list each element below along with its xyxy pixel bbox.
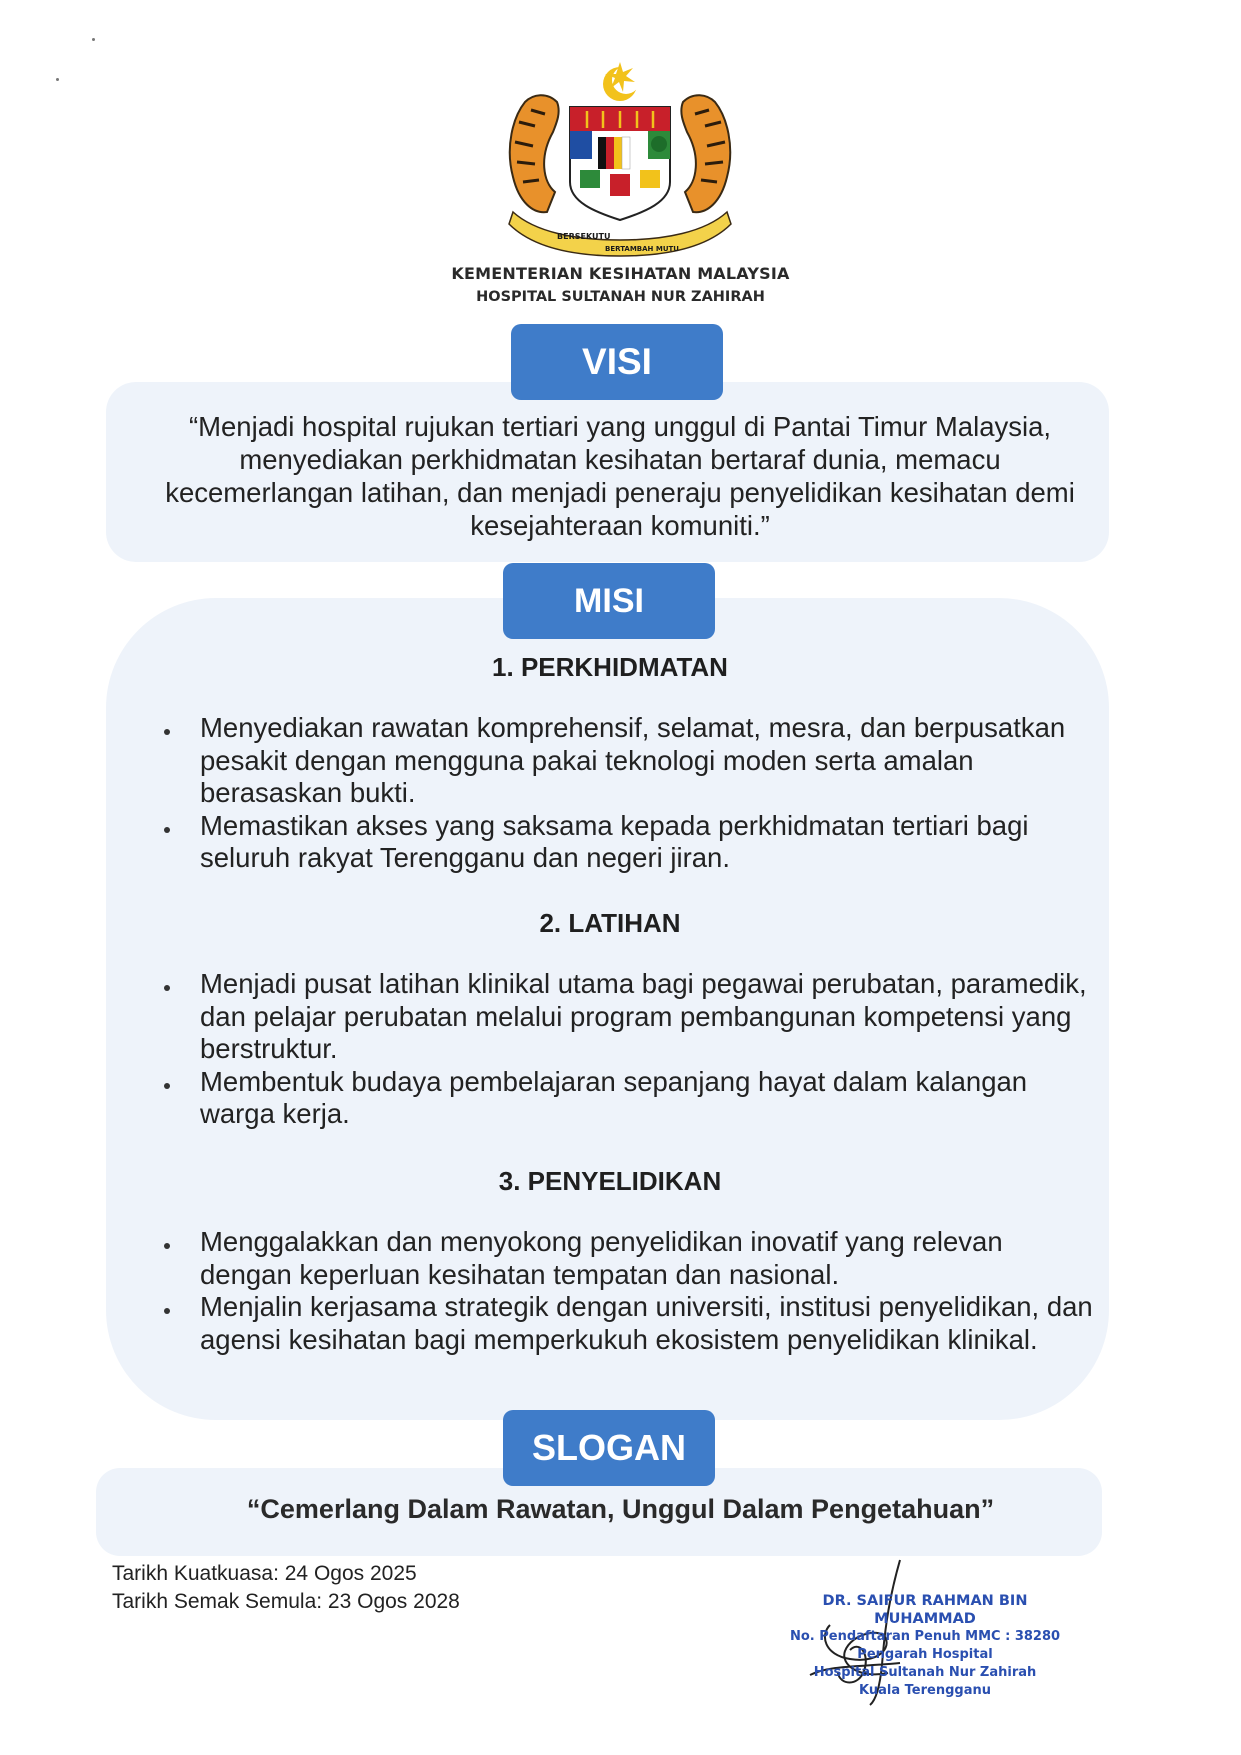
- list-item: Menyediakan rawatan komprehensif, selamat, mesra, dan berpusatkan pesakit dengan mengguna pakai teknologi moden serta amalan berasaskan bukti.: [160, 712, 1100, 810]
- signatory-location: Kuala Terengganu: [859, 1683, 991, 1698]
- review-date: Tarikh Semak Semula: 23 Ogos 2028: [112, 1590, 460, 1613]
- scan-speck: [56, 78, 59, 81]
- signatory-title: Pengarah Hospital: [857, 1647, 993, 1662]
- ministry-name: KEMENTERIAN KESIHATAN MALAYSIA: [451, 264, 790, 283]
- misi-heading: MISI: [503, 563, 715, 639]
- effective-date: Tarikh Kuatkuasa: 24 Ogos 2025: [112, 1562, 417, 1585]
- signatory-registration: No. Pendaftaran Penuh MMC : 38280: [789, 1629, 1061, 1644]
- visi-heading: VISI: [511, 324, 723, 400]
- scan-speck: [92, 38, 95, 41]
- section-title-perkhidmatan: 1. PERKHIDMATAN: [492, 652, 728, 682]
- list-item: Menggalakkan dan menyokong penyelidikan inovatif yang relevan dengan keperluan kesihatan tempatan dan nasional.: [160, 1226, 1100, 1291]
- crest-motto-right: BERTAMBAH MUTU: [605, 245, 679, 253]
- section-title-latihan: 2. LATIHAN: [539, 908, 681, 938]
- crest-motto-left: BERSEKUTU: [557, 232, 611, 241]
- visi-line: “Menjadi hospital rujukan tertiari yang unggul di Pantai Timur Malaysia,: [188, 411, 1052, 442]
- section-title-penyelidikan: 3. PENYELIDIKAN: [498, 1166, 722, 1196]
- list-item: Menjalin kerjasama strategik dengan universiti, institusi penyelidikan, dan agensi kesihatan bagi memperkukuh ekosistem penyelidikan klinikal.: [160, 1291, 1100, 1356]
- list-item: Menjadi pusat latihan klinikal utama bagi pegawai perubatan, paramedik, dan pelajar perubatan melalui program pembangunan kompetensi yang berstruktur.: [160, 968, 1100, 1066]
- visi-line: kecemerlangan latihan, dan menjadi peneraju penyelidikan kesihatan demi: [165, 477, 1075, 508]
- slogan-text: “Cemerlang Dalam Rawatan, Unggul Dalam Pengetahuan”: [246, 1494, 995, 1524]
- signature-block: [770, 1592, 1080, 1700]
- document-dates: [112, 1560, 460, 1616]
- signatory-name: DR. SAIFUR RAHMAN BIN MUHAMMAD: [822, 1593, 1028, 1627]
- perkhidmatan-list: [160, 712, 1100, 875]
- list-item: Memastikan akses yang saksama kepada perkhidmatan tertiari bagi seluruh rakyat Terengganu dan negeri jiran.: [160, 810, 1100, 875]
- latihan-list: [160, 968, 1100, 1131]
- visi-line: menyediakan perkhidmatan kesihatan bertaraf dunia, memacu: [239, 444, 1001, 475]
- penyelidikan-list: [160, 1226, 1100, 1356]
- signatory-institution: Hospital Sultanah Nur Zahirah: [813, 1665, 1037, 1680]
- hospital-name: HOSPITAL SULTANAH NUR ZAHIRAH: [476, 289, 765, 305]
- visi-line: kesejahteraan komuniti.”: [470, 510, 770, 541]
- list-item: Membentuk budaya pembelajaran sepanjang hayat dalam kalangan warga kerja.: [160, 1066, 1100, 1131]
- malaysia-coat-of-arms-icon: [495, 62, 745, 257]
- slogan-heading: SLOGAN: [503, 1410, 715, 1486]
- visi-statement: [120, 410, 1120, 542]
